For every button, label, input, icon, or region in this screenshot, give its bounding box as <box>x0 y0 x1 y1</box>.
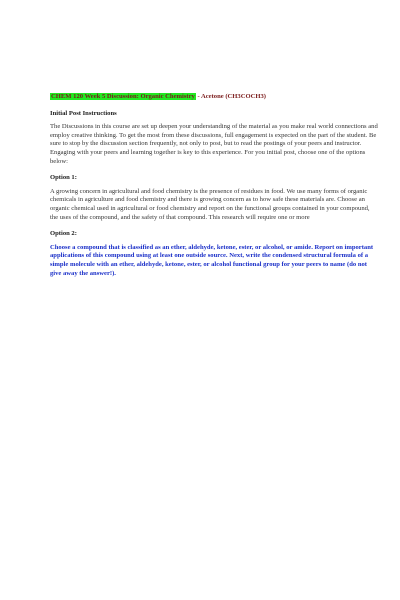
document-body <box>50 93 378 278</box>
option-1-heading: Option 1: <box>50 174 77 182</box>
title-highlighted-text: CHEM 120 Week 5 Discussion: Organic Chemistry <box>51 93 195 100</box>
intro-paragraph: The Discussions in this course are set up deepen your understanding of the material as you make real world connections and employ creative thinking. To get the most from these discussions, full engagement is expected on the part of the student. Be sure to stop by the discussion section frequently, not only to post, but to read the postings of your peers and instructor. Engaging with your peers and learning together is key to this experience. For you initial post, choose one of the options below: <box>50 123 378 165</box>
initial-post-heading: Initial Post Instructions <box>50 109 117 117</box>
title-suffix-text: - Acetone (CH3COCH3) <box>195 93 266 100</box>
option-2-heading: Option 2: <box>50 230 77 238</box>
option-2-paragraph: Choose a compound that is classified as an ether, aldehyde, ketone, ester, or alcohol, or amide. Report on important applications of this compound using at least one outside source. Next, write the condensed structural formula of a simple molecule with an ether, aldehyde, ketone, ester, or alcohol functional group for your peers to name (do not give away the answer!). <box>50 243 374 277</box>
document-title <box>50 93 378 102</box>
option-1-paragraph: A growing concern in agricultural and food chemistry is the presence of residues in food. We use many forms of organic chemicals in agriculture and food chemistry and there is growing concern as to how safe these materials are. Choose an organic chemical used in agricultural or food chemistry and report on the functional groups contained in your compound, the uses of the compound, and the safety of that compound. This research will require one or more <box>50 187 370 221</box>
